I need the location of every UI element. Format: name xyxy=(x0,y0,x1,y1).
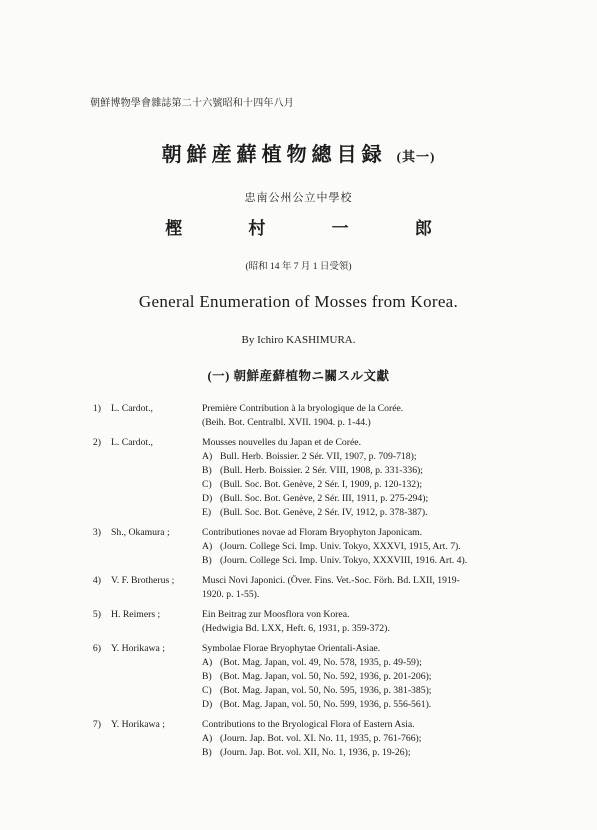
reference-item xyxy=(0,643,597,713)
reference-author: L. Cardot., xyxy=(111,403,153,414)
article-title-en: General Enumeration of Mosses from Korea. xyxy=(138,292,459,311)
reference-title: Contributiones novae ad Floram Bryophyton Japonicam. xyxy=(202,527,423,538)
reference-number: 2) xyxy=(92,437,101,448)
author-char: 郎 xyxy=(414,219,432,238)
reference-subentry xyxy=(202,451,417,462)
reference-subentry xyxy=(202,671,432,682)
reference-title: Contributions to the Bryological Flora of Eastern Asia. xyxy=(202,719,415,730)
reference-subentry xyxy=(202,507,428,518)
reference-subentry xyxy=(202,555,467,566)
author-affiliation: 忠南公州公立中學校 xyxy=(244,192,353,204)
reference-number: 1) xyxy=(92,403,101,414)
subentry-label: B) xyxy=(202,465,212,476)
subentry-text: (Journ. Jap. Bot. vol. XII, No. 1, 1936, p. 19-26); xyxy=(220,747,411,758)
subentry-text: (Journ. College Sci. Imp. Univ. Tokyo, XXXVI, 1915, Art. 7). xyxy=(220,541,461,552)
subentry-text: Bull. Herb. Boissier. 2 Sér. VII, 1907, p. 709-718); xyxy=(220,451,417,462)
reference-title: Musci Novi Japonici. (Över. Fins. Vet.-Soc. Förh. Bd. LXII, 1919- xyxy=(202,575,460,586)
article-title-jp xyxy=(0,138,597,167)
reference-title: Première Contribution à la bryologique de la Corée. xyxy=(202,403,404,414)
reference-title: Symbolae Florae Bryophytae Orientali-Asiae. xyxy=(202,643,381,654)
subentry-label: C) xyxy=(202,479,212,490)
subentry-text: (Bot. Mag. Japan, vol. 50, No. 595, 1936, p. 381-385); xyxy=(220,685,432,696)
subentry-label: A) xyxy=(202,541,213,552)
subentry-text: (Journ. College Sci. Imp. Univ. Tokyo, XXXVIII, 1916. Art. 4). xyxy=(220,555,468,566)
subentry-text: (Bull. Soc. Bot. Genève, 2 Sér. IV, 1912, p. 378-387). xyxy=(220,507,428,518)
subentry-text: (Bot. Mag. Japan, vol. 49, No. 578, 1935, p. 49-59); xyxy=(220,657,422,668)
reference-title: Ein Beitrag zur Moosflora von Korea. xyxy=(202,609,350,620)
journal-header: 朝鮮博物學會雜誌第二十六號昭和十四年八月 xyxy=(90,98,294,109)
reference-item xyxy=(0,609,597,637)
reference-number: 3) xyxy=(92,527,101,538)
subentry-text: (Bot. Mag. Japan, vol. 50, No. 592, 1936, p. 201-206); xyxy=(220,671,432,682)
reference-subentry xyxy=(202,657,422,668)
reference-subentry xyxy=(202,733,421,744)
author-name-jp xyxy=(0,214,597,239)
subentry-label: B) xyxy=(202,671,212,682)
reference-subentry xyxy=(202,685,432,696)
subentry-label: A) xyxy=(202,451,213,462)
reference-item xyxy=(0,575,597,603)
subentry-label: D) xyxy=(202,699,213,710)
reference-citation: (Beih. Bot. Centralbl. XVII. 1904. p. 1-44.) xyxy=(202,417,371,428)
reference-number: 6) xyxy=(92,643,101,654)
reference-citation: (Hedwigia Bd. LXX, Heft. 6, 1931, p. 359-372). xyxy=(202,623,390,634)
reference-item xyxy=(0,403,597,431)
reference-subentry xyxy=(202,541,461,552)
reference-citation: 1920. p. 1-55). xyxy=(202,589,260,600)
reference-author: V. F. Brotherus ; xyxy=(111,575,175,586)
reference-author: Y. Horikawa ; xyxy=(111,643,165,654)
subentry-text: (Bull. Soc. Bot. Genève, 2 Sér. I, 1909, p. 120-132); xyxy=(220,479,423,490)
author-char: 樫 xyxy=(165,219,183,238)
subentry-label: C) xyxy=(202,685,212,696)
author-name-en: By Ichiro KASHIMURA. xyxy=(241,334,356,346)
subentry-label: A) xyxy=(202,657,213,668)
reference-author: L. Cardot., xyxy=(111,437,153,448)
subentry-text: (Bot. Mag. Japan, vol. 50, No. 599, 1936, p. 556-561). xyxy=(220,699,432,710)
section-heading: (一) 朝鮮産蘚植物ニ關スル文獻 xyxy=(207,369,390,383)
reference-item xyxy=(0,437,597,521)
reference-subentry xyxy=(202,493,428,504)
subentry-text: (Journ. Jap. Bot. vol. XI. No. 11, 1935, p. 761-766); xyxy=(220,733,422,744)
reference-author: Y. Horikawa ; xyxy=(111,719,165,730)
reference-author: H. Reimers ; xyxy=(111,609,161,620)
subentry-label: A) xyxy=(202,733,213,744)
reference-title: Mousses nouvelles du Japan et de Corée. xyxy=(202,437,362,448)
reference-number: 7) xyxy=(92,719,101,730)
reference-subentry xyxy=(202,747,411,758)
subentry-label: B) xyxy=(202,747,212,758)
reference-number: 4) xyxy=(92,575,101,586)
subentry-text: (Bull. Herb. Boissier. 2 Sér. VIII, 1908, p. 331-336); xyxy=(220,465,423,476)
subentry-label: D) xyxy=(202,493,213,504)
title-main: 朝鮮産蘚植物總目録 xyxy=(161,144,387,166)
subentry-text: (Bull. Soc. Bot. Genève, 2 Sér. III, 1911, p. 275-294); xyxy=(220,493,429,504)
title-part: (其一) xyxy=(396,149,436,164)
reference-item xyxy=(0,527,597,569)
subentry-label: B) xyxy=(202,555,212,566)
reference-list xyxy=(0,403,597,767)
author-char: 村 xyxy=(248,219,266,238)
reference-author: Sh., Okamura ; xyxy=(111,527,170,538)
reference-subentry xyxy=(202,465,423,476)
author-char: 一 xyxy=(331,219,349,238)
reference-subentry xyxy=(202,479,422,490)
reference-item xyxy=(0,719,597,761)
reference-subentry xyxy=(202,699,431,710)
reference-number: 5) xyxy=(92,609,101,620)
received-date: (昭和 14 年 7 月 1 日受領) xyxy=(245,262,352,272)
subentry-label: E) xyxy=(202,507,212,518)
